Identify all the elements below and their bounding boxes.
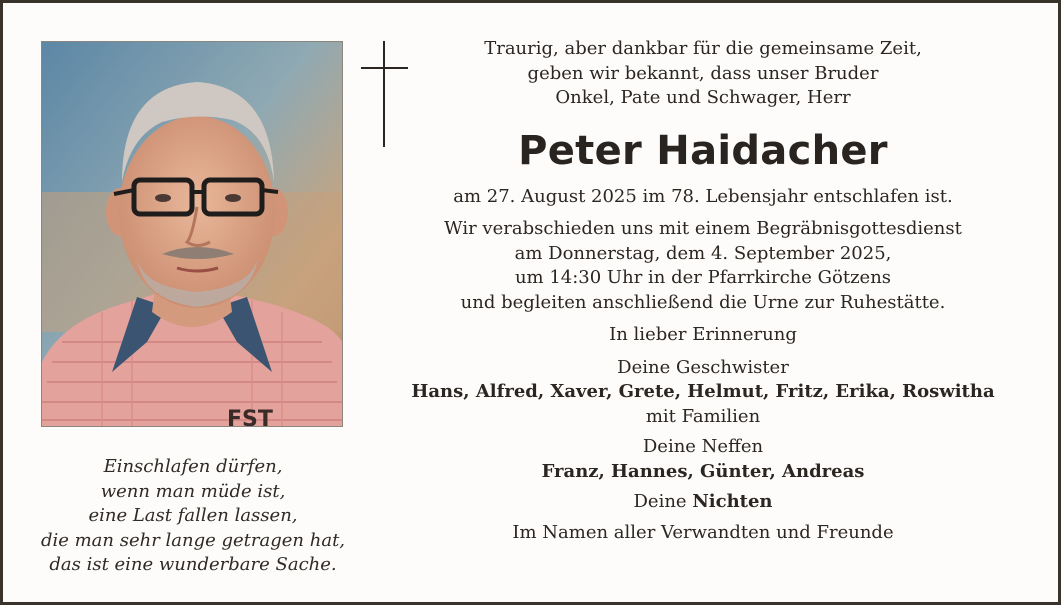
poem-line: das ist eine wunderbare Sache.	[49, 554, 337, 575]
nieces-label: Deine	[633, 491, 687, 512]
siblings-names: Hans, Alfred, Xaver, Grete, Helmut, Fritz, Erika, Roswitha	[411, 381, 995, 402]
remembrance-line: In lieber Erinnerung	[609, 324, 797, 345]
service-line: und begleiten anschließend die Urne zur Ruhestätte.	[460, 291, 946, 313]
poem	[23, 455, 363, 578]
deceased-name: Peter Haidacher	[518, 127, 888, 174]
nephews-names: Franz, Hannes, Günter, Andreas	[541, 460, 865, 482]
intro-line: geben wir bekannt, dass unser Bruder	[527, 62, 879, 84]
portrait-photo	[41, 41, 343, 427]
siblings-label: Deine Geschwister	[617, 356, 789, 378]
intro-line: Onkel, Pate und Schwager, Herr	[555, 87, 851, 108]
siblings-suffix: mit Familien	[645, 405, 761, 427]
nieces-line	[403, 490, 1003, 515]
poem-line: eine Last fallen lassen,	[88, 505, 298, 526]
service-line: um 14:30 Uhr in der Pfarrkirche Götzens	[514, 267, 892, 288]
nieces-bold: Nichten	[692, 491, 773, 512]
closing-line: Im Namen aller Verwandten und Freunde	[512, 521, 894, 543]
notice-text	[403, 37, 1003, 545]
poem-line: die man sehr lange getragen hat,	[40, 529, 346, 551]
intro-line: Traurig, aber dankbar für die gemeinsame Zeit,	[484, 38, 922, 59]
poem-line: wenn man müde ist,	[100, 480, 286, 502]
cross-icon	[361, 41, 409, 147]
service-line: am Donnerstag, dem 4. September 2025,	[514, 242, 892, 264]
shirt-print-text: FST	[227, 407, 273, 426]
service-line: Wir verabschieden uns mit einem Begräbnisgottesdienst	[444, 218, 962, 239]
nephews-label: Deine Neffen	[642, 436, 764, 457]
poem-line: Einschlafen dürfen,	[103, 456, 283, 477]
death-date-line: am 27. August 2025 im 78. Lebensjahr entschlafen ist.	[453, 185, 953, 207]
